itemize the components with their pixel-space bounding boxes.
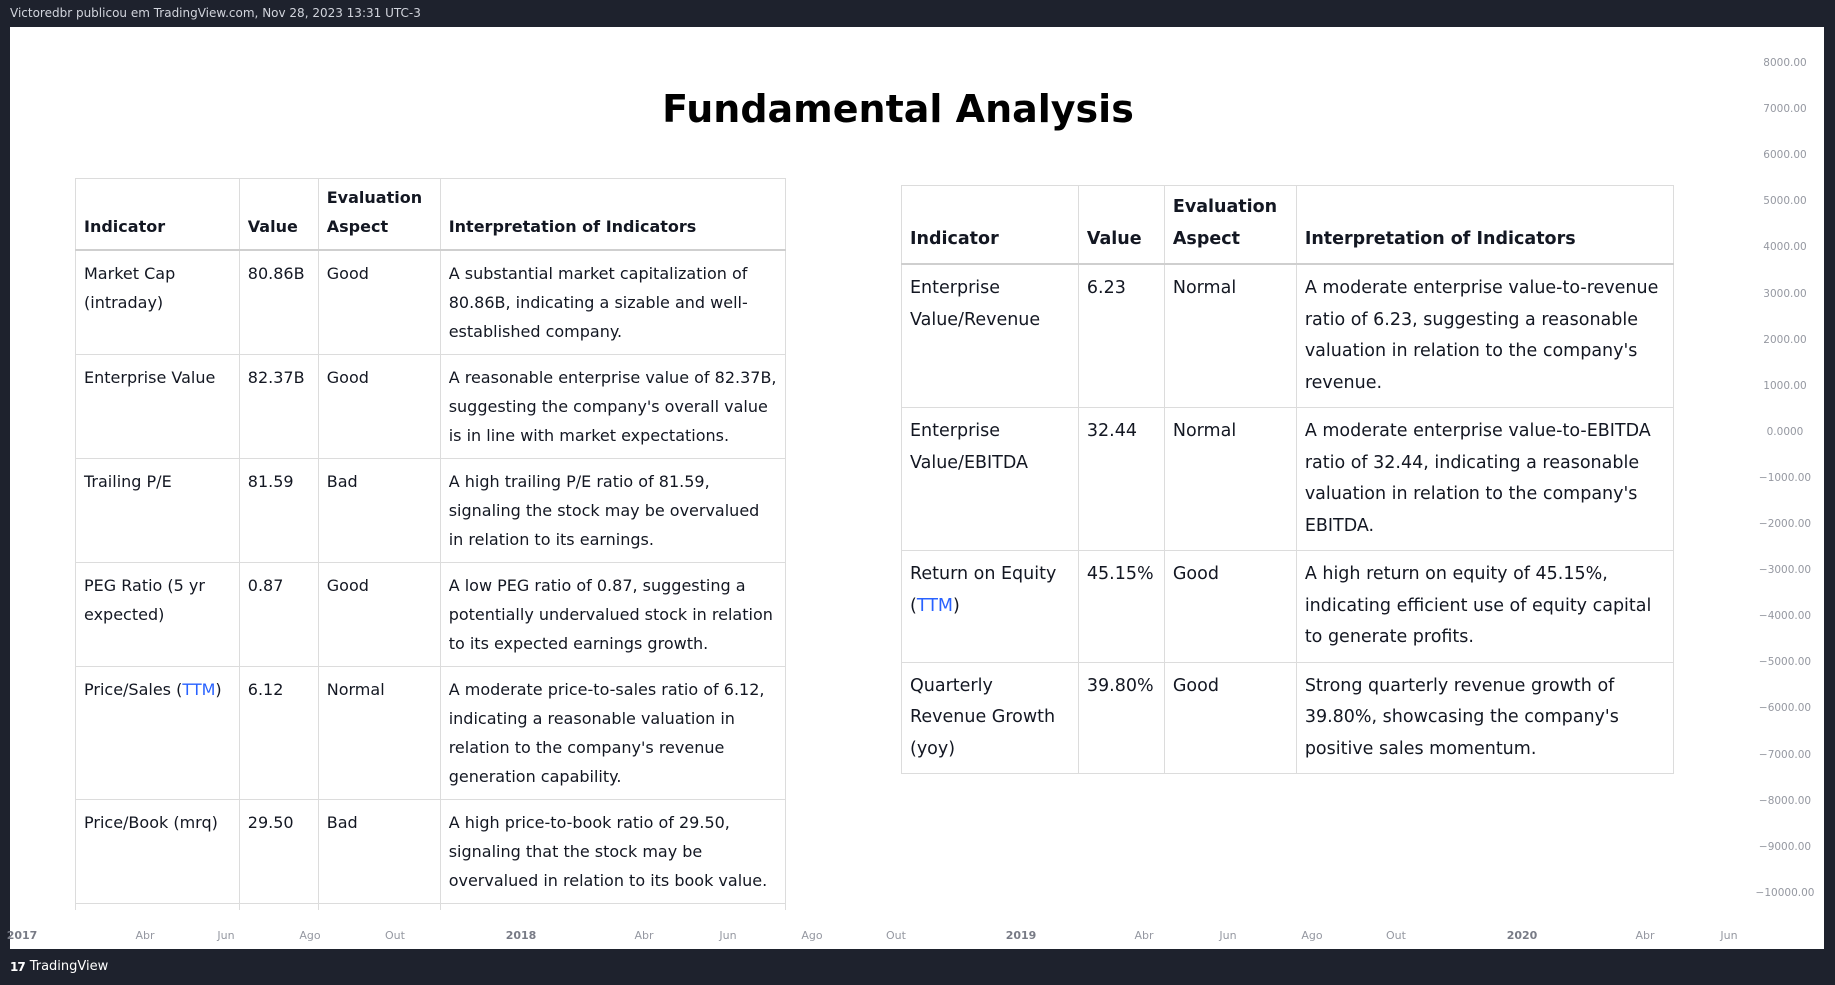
indicator-cell: PEG Ratio (5 yr expected) — [76, 563, 240, 667]
time-axis-tick: Out — [1386, 929, 1406, 942]
table-row — [76, 459, 786, 563]
table-row-cut — [76, 904, 786, 910]
table-header-row — [902, 186, 1674, 265]
interpretation-cell: Strong quarterly revenue growth of 39.80%, showcasing the company's positive sales momentum. — [1296, 662, 1673, 774]
evaluation-cell: Normal — [1164, 264, 1296, 408]
empty-cell — [76, 904, 240, 910]
interpretation-cell: A reasonable enterprise value of 82.37B, suggesting the company's overall value is in line with market expectations. — [440, 355, 785, 459]
time-axis-tick: Abr — [1134, 929, 1154, 942]
time-axis-tick: 2020 — [1506, 929, 1538, 942]
table-row — [902, 408, 1674, 551]
evaluation-cell: Normal — [318, 667, 440, 800]
header-value: Value — [1078, 186, 1164, 265]
indicator-cell: Trailing P/E — [76, 459, 240, 563]
header-value: Value — [239, 179, 318, 251]
table-row — [902, 264, 1674, 408]
value-cell: 81.59 — [239, 459, 318, 563]
time-axis-tick: Abr — [1635, 929, 1655, 942]
header-evaluation-line2: Aspect — [1172, 228, 1240, 249]
value-cell: 6.12 — [239, 667, 318, 800]
publish-info-bar — [0, 0, 1835, 27]
price-axis-tick: 7000.00 — [1763, 103, 1807, 116]
price-axis-tick: 2000.00 — [1763, 333, 1807, 346]
interpretation-cell: A high price-to-book ratio of 29.50, signaling that the stock may be overvalued in relation to its book value. — [440, 800, 785, 904]
fundamentals-table-left — [75, 178, 786, 910]
header-evaluation — [1164, 186, 1296, 265]
value-cell: 80.86B — [239, 250, 318, 355]
indicator-cell — [902, 551, 1079, 663]
indicator-cell — [76, 667, 240, 800]
evaluation-cell: Bad — [318, 459, 440, 563]
evaluation-cell: Good — [1164, 662, 1296, 774]
value-cell: 29.50 — [239, 800, 318, 904]
table-row — [76, 667, 786, 800]
interpretation-cell: A moderate price-to-sales ratio of 6.12, indicating a reasonable valuation in relation to the company's revenue generation capability. — [440, 667, 785, 800]
time-axis-tick: 2019 — [1005, 929, 1037, 942]
header-interpretation: Interpretation of Indicators — [440, 179, 785, 251]
ttm-link[interactable]: TTM — [916, 595, 953, 616]
empty-cell — [239, 904, 318, 910]
time-axis-tick: Jun — [217, 929, 235, 942]
time-axis-tick: Abr — [135, 929, 155, 942]
time-axis-tick: Jun — [1219, 929, 1237, 942]
price-axis-tick: −8000.00 — [1758, 794, 1812, 807]
price-axis-tick: −1000.00 — [1758, 471, 1812, 484]
indicator-cell: Enterprise Value — [76, 355, 240, 459]
header-evaluation-line2: Aspect — [326, 217, 389, 236]
interpretation-cell: A high return on equity of 45.15%, indicating efficient use of equity capital to generate profits. — [1296, 551, 1673, 663]
price-axis-tick: −5000.00 — [1758, 656, 1812, 669]
evaluation-cell: Normal — [1164, 408, 1296, 551]
empty-cell — [440, 904, 785, 910]
time-axis-tick: Ago — [801, 929, 823, 942]
publish-info-text: Victoredbr publicou em TradingView.com, Nov 28, 2023 13:31 UTC-3 — [10, 6, 421, 20]
header-evaluation — [318, 179, 440, 251]
price-axis[interactable] — [1746, 27, 1826, 949]
fundamentals-table-right — [901, 185, 1674, 774]
time-axis-tick: Ago — [299, 929, 321, 942]
ttm-link[interactable]: TTM — [182, 680, 216, 699]
tradingview-logo[interactable] — [10, 959, 108, 974]
value-cell: 0.87 — [239, 563, 318, 667]
footer-bar — [0, 949, 1835, 985]
time-axis-tick: 2018 — [505, 929, 537, 942]
evaluation-cell: Good — [1164, 551, 1296, 663]
indicator-text: Price/Sales ( — [84, 680, 183, 699]
price-axis-tick: −10000.00 — [1755, 886, 1815, 899]
evaluation-cell: Good — [318, 250, 440, 355]
evaluation-cell: Good — [318, 563, 440, 667]
interpretation-cell: A moderate enterprise value-to-revenue ratio of 6.23, suggesting a reasonable valuation in relation to the company's revenue. — [1296, 264, 1673, 408]
table-header-row — [76, 179, 786, 251]
interpretation-cell: A moderate enterprise value-to-EBITDA ratio of 32.44, indicating a reasonable valuation in relation to the company's EBITDA. — [1296, 408, 1673, 551]
price-axis-tick: 5000.00 — [1763, 195, 1807, 208]
interpretation-cell: A low PEG ratio of 0.87, suggesting a potentially undervalued stock in relation to its expected earnings growth. — [440, 563, 785, 667]
indicator-text-suffix: ) — [215, 680, 222, 699]
price-axis-tick: −3000.00 — [1758, 564, 1812, 577]
interpretation-cell: A high trailing P/E ratio of 81.59, signaling the stock may be overvalued in relation to its earnings. — [440, 459, 785, 563]
tradingview-logo-icon: 17 — [10, 959, 25, 974]
indicator-cell: Quarterly Revenue Growth (yoy) — [902, 662, 1079, 774]
value-cell: 39.80% — [1078, 662, 1164, 774]
time-axis-tick: 2017 — [6, 929, 38, 942]
time-axis-tick: Out — [385, 929, 405, 942]
page-title: Fundamental Analysis — [662, 87, 1134, 131]
interpretation-cell: A substantial market capitalization of 80.86B, indicating a sizable and well-established company. — [440, 250, 785, 355]
indicator-cell: Enterprise Value/Revenue — [902, 264, 1079, 408]
table-row — [76, 250, 786, 355]
empty-cell — [318, 904, 440, 910]
header-evaluation-line1: Evaluation — [1172, 197, 1278, 217]
value-cell: 82.37B — [239, 355, 318, 459]
price-axis-tick: 3000.00 — [1763, 287, 1807, 300]
value-cell: 45.15% — [1078, 551, 1164, 663]
indicator-cell: Market Cap (intraday) — [76, 250, 240, 355]
header-evaluation-line1: Evaluation — [326, 188, 423, 207]
table-row — [76, 563, 786, 667]
price-axis-tick: 0.0000 — [1766, 425, 1804, 438]
header-interpretation: Interpretation of Indicators — [1296, 186, 1673, 265]
price-axis-tick: −4000.00 — [1758, 610, 1812, 623]
price-axis-tick: −2000.00 — [1758, 518, 1812, 530]
indicator-text-suffix: ) — [953, 595, 960, 616]
value-cell: 6.23 — [1078, 264, 1164, 408]
price-axis-tick: 1000.00 — [1763, 379, 1807, 392]
price-axis-tick: 8000.00 — [1763, 57, 1807, 69]
indicator-cell: Price/Book (mrq) — [76, 800, 240, 904]
evaluation-cell: Bad — [318, 800, 440, 904]
time-axis-tick: Out — [886, 929, 906, 942]
tradingview-brand-text: TradingView — [29, 959, 109, 974]
time-axis-tick: Ago — [1301, 929, 1323, 942]
time-axis-tick: Jun — [719, 929, 737, 942]
header-indicator: Indicator — [76, 179, 240, 251]
value-cell: 32.44 — [1078, 408, 1164, 551]
price-axis-tick: −6000.00 — [1758, 702, 1812, 715]
time-axis[interactable] — [6, 924, 1746, 946]
table-row — [76, 355, 786, 459]
chart-canvas[interactable] — [6, 27, 1824, 949]
price-axis-tick: 4000.00 — [1763, 241, 1807, 254]
table-row — [902, 662, 1674, 774]
indicator-cell: Enterprise Value/EBITDA — [902, 408, 1079, 551]
price-axis-tick: −7000.00 — [1758, 748, 1812, 761]
evaluation-cell: Good — [318, 355, 440, 459]
table-row — [76, 800, 786, 904]
time-axis-tick: Abr — [634, 929, 654, 942]
header-indicator: Indicator — [902, 186, 1079, 265]
table-row — [902, 551, 1674, 663]
price-axis-tick: 6000.00 — [1763, 149, 1807, 162]
indicator-text: Return on Equity ( — [910, 564, 1057, 616]
time-axis-tick: Jun — [1720, 929, 1738, 942]
price-axis-tick: −9000.00 — [1758, 840, 1812, 853]
